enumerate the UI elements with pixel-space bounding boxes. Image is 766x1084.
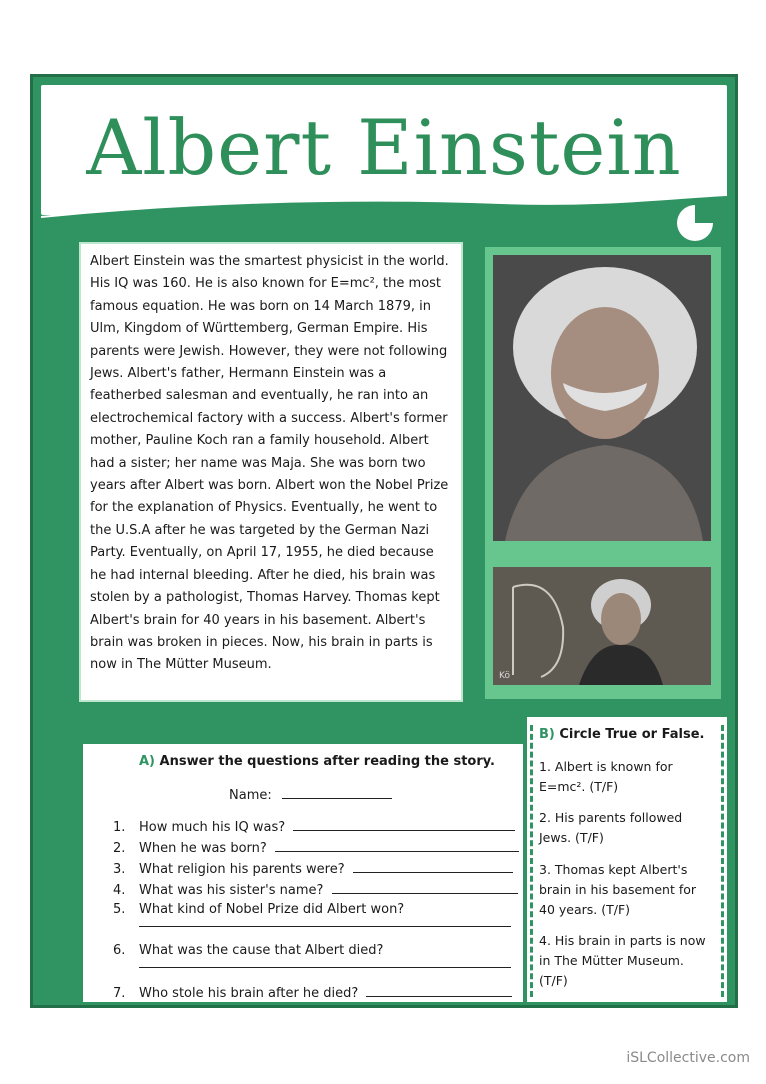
question-4 — [113, 881, 518, 898]
story-text-box — [79, 242, 463, 702]
question-number: 4. — [113, 883, 126, 898]
question-text: Who stole his brain after he died? — [139, 986, 359, 1001]
question-number: 1. — [113, 820, 126, 835]
question-2 — [113, 839, 519, 856]
site-watermark: iSLCollective.com — [626, 1050, 750, 1066]
question-1 — [113, 818, 515, 835]
portrait-illustration — [493, 255, 711, 541]
section-a-panel — [83, 744, 523, 1002]
dashed-divider — [721, 725, 724, 997]
question-3 — [113, 860, 513, 877]
story-text: Albert Einstein was the smartest physicist in the world. His IQ was 160. He is also known for E=mc², the most famous equation. He was born on 14 March 1879, in Ulm, Kingdom of Württemberg, German Empire. His parents were Jewish. However, they were not following Jews. Albert's father, Hermann Einstein was a featherbed salesman and eventually, he ran into an electrochemical factory with a success. Albert's former mother, Pauline Koch ran a family household. Albert had a sister; her name was Maja. She was born two years after Albert was born. Albert won the Nobel Prize for the explanation of Physics. Eventually, he went to the U.S.A after he was targeted by the German Nazi Party. Eventually, on April 17, 1955, he died because he had internal bleeding. After he died, his brain was stolen by a pathologist, Thomas Harvey. Thomas kept Albert's brain for 40 years in his basement. Albert's brain was broken in pieces. Now, his brain in parts is now in The Mütter Museum. — [90, 254, 449, 673]
section-a-title: Answer the questions after reading the story. — [159, 754, 495, 769]
section-b-letter: B) — [539, 727, 555, 742]
name-field[interactable] — [229, 786, 392, 803]
blackboard-photo-einstein — [493, 567, 711, 685]
question-number: 3. — [113, 862, 126, 877]
worksheet — [30, 74, 738, 1008]
header-wave-divider — [41, 195, 727, 235]
question-7 — [113, 984, 512, 1001]
question-text: What kind of Nobel Prize did Albert won? — [139, 902, 405, 917]
question-text: What religion his parents were? — [139, 862, 345, 877]
answer-blank[interactable] — [139, 955, 511, 968]
answer-blank[interactable] — [293, 818, 515, 831]
answer-blank[interactable] — [353, 860, 513, 873]
blackboard-illustration — [493, 567, 711, 685]
section-b-heading — [539, 727, 704, 742]
answer-blank[interactable] — [366, 984, 512, 997]
photo-frame — [485, 247, 721, 699]
question-number: 7. — [113, 986, 126, 1001]
question-text: How much his IQ was? — [139, 820, 286, 835]
question-number: 5. — [113, 902, 126, 917]
answer-blank[interactable] — [139, 914, 511, 927]
worksheet-title: Albert Einstein — [86, 103, 682, 192]
corner-page-icon — [675, 199, 717, 243]
answer-blank[interactable] — [275, 839, 519, 852]
question-number: 2. — [113, 841, 126, 856]
true-false-item[interactable]: 3. Thomas kept Albert's brain in his basement for 40 years. (T/F) — [539, 862, 697, 917]
name-blank[interactable] — [282, 786, 392, 799]
question-text: What was the cause that Albert died? — [139, 943, 384, 958]
section-b-panel — [527, 717, 727, 1002]
section-b-title: Circle True or False. — [559, 727, 705, 742]
section-a-letter: A) — [139, 754, 156, 769]
portrait-photo-einstein — [493, 255, 711, 541]
true-false-item[interactable]: 2. His parents followed Jews. (T/F) — [539, 810, 683, 845]
true-false-item[interactable]: 4. His brain in parts is now in The Mütter Museum. (T/F) — [539, 933, 706, 988]
answer-blank[interactable] — [332, 881, 518, 894]
question-text: When he was born? — [139, 841, 267, 856]
question-number: 6. — [113, 943, 126, 958]
dashed-divider — [530, 725, 533, 997]
photo-caption: Kö — [499, 671, 510, 681]
section-a-heading — [139, 754, 495, 769]
true-false-item[interactable]: 1. Albert is known for E=mc². (T/F) — [539, 759, 673, 794]
question-text: What was his sister's name? — [139, 883, 324, 898]
name-label: Name: — [229, 788, 272, 803]
